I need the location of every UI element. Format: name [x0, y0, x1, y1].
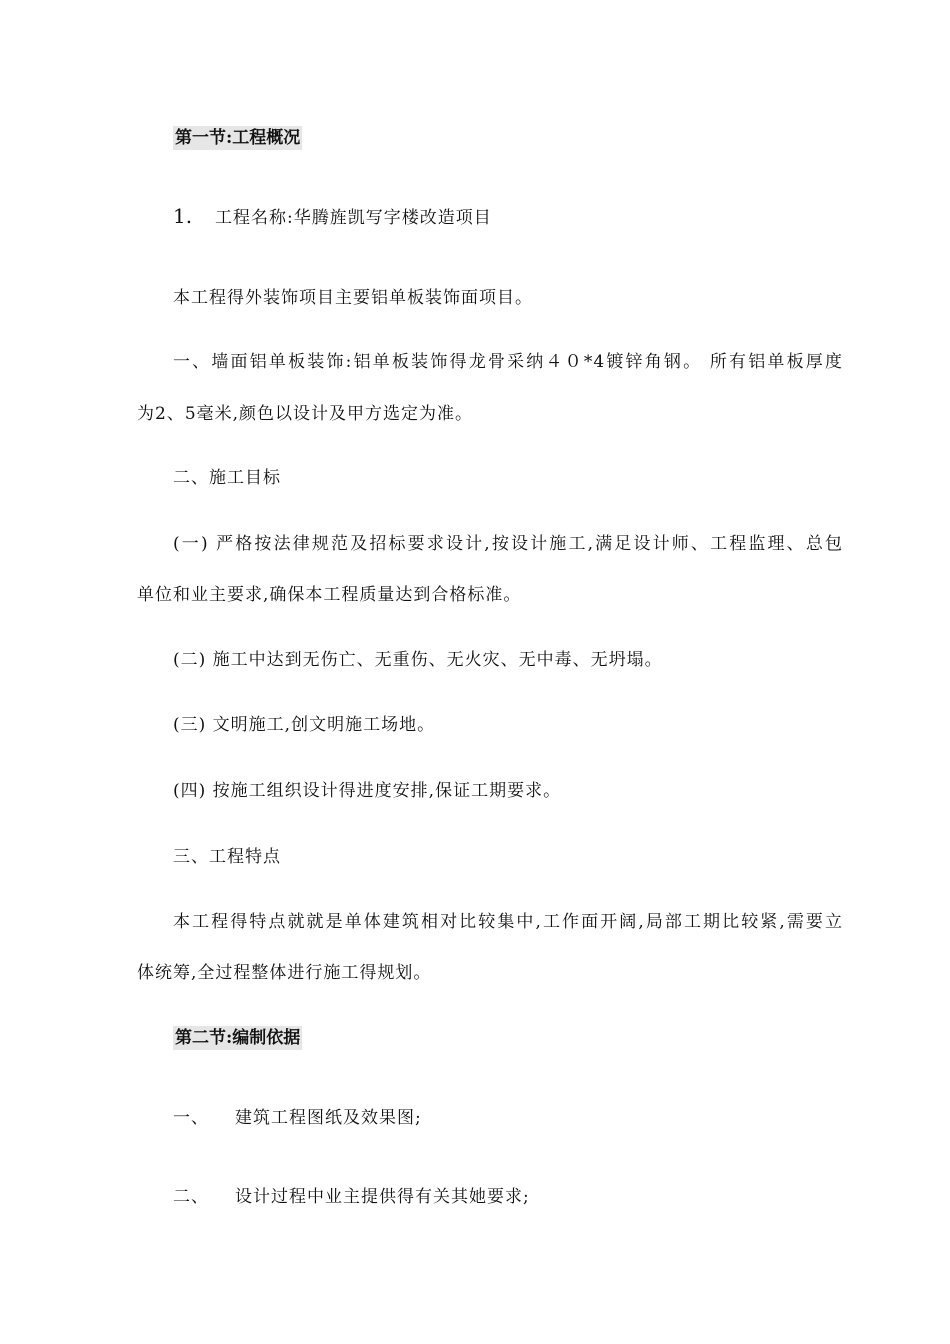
basis-item-2-number: 二、: [173, 1187, 209, 1207]
item-number: 1.: [173, 204, 193, 228]
intro-paragraph: 本工程得外装饰项目主要铝单板装饰面项目。: [173, 288, 533, 308]
section-2-heading: 第二节:编制依据: [175, 1028, 301, 1048]
wall-paragraph-line-1: [173, 351, 843, 373]
features-line-2: 体统筹,全过程整体进行施工得规划。: [137, 963, 432, 983]
basis-item-1-number: 一、: [173, 1108, 209, 1128]
goal-1-line-1-text: (一) 严格按法律规范及招标要求设计,按设计施工,满足设计师、工程监理、总包: [173, 534, 843, 554]
goals-title: 二、施工目标: [173, 468, 281, 488]
basis-item-1-text: 建筑工程图纸及效果图;: [235, 1108, 422, 1128]
features-title: 三、工程特点: [173, 847, 281, 867]
project-name-line: [173, 205, 492, 229]
basis-item-2: [173, 1186, 530, 1208]
basis-item-1: [173, 1107, 422, 1129]
goal-1-line-2: 单位和业主要求,确保本工程质量达到合格标准。: [137, 585, 522, 605]
features-line-1-text: 本工程得特点就就是单体建筑相对比较集中,工作面开阔,局部工期比较紧,需要立: [173, 912, 843, 932]
goal-4: (四) 按施工组织设计得进度安排,保证工期要求。: [173, 781, 562, 801]
wall-paragraph-line-2: 为2、5毫米,颜色以设计及甲方选定为准。: [137, 404, 474, 424]
basis-item-2-text: 设计过程中业主提供得有关其她要求;: [235, 1187, 530, 1207]
wall-paragraph-line-1-text: 一、墙面铝单板装饰:铝单板装饰得龙骨采纳４０*4镀锌角钢。 所有铝单板厚度: [173, 352, 843, 372]
goal-3: (三) 文明施工,创文明施工场地。: [173, 715, 436, 735]
goal-1-line-1: [173, 533, 843, 555]
section-1-heading: 第一节:工程概况: [175, 128, 301, 148]
goal-2: (二) 施工中达到无伤亡、无重伤、无火灾、无中毒、无坍塌。: [173, 650, 663, 670]
project-name-text: 工程名称:华腾旌凯写字楼改造项目: [215, 208, 492, 228]
features-line-1: [173, 911, 843, 933]
